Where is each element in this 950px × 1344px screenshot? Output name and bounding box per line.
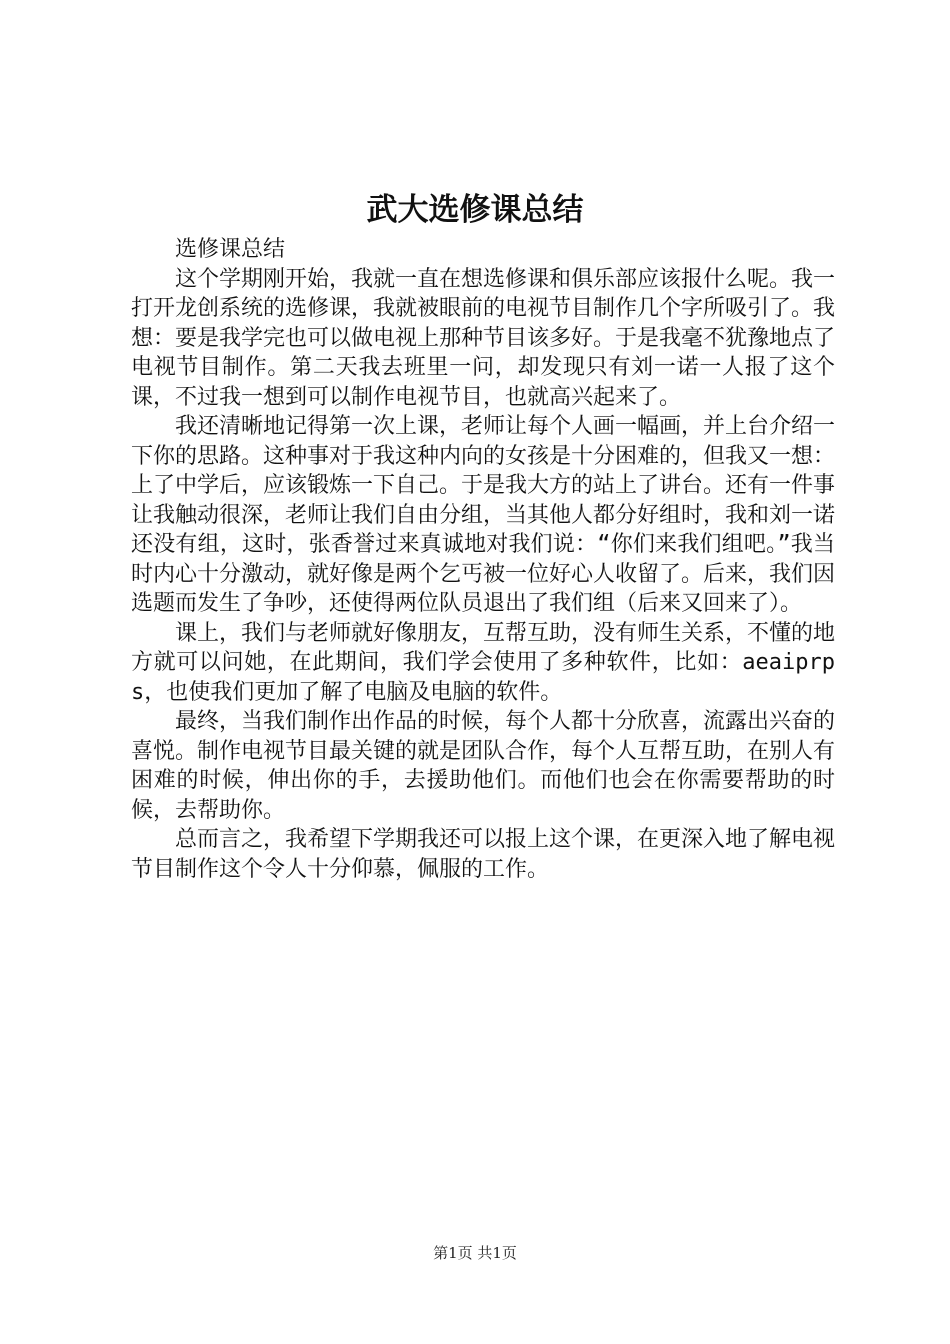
paragraph-4: 最终，当我们制作出作品的时候，每个人都十分欣喜，流露出兴奋的喜悦。制作电视节目最关键的就是团队合作，每个人互帮互助，在别人有困难的时候，伸出你的手，去援助他们。而他们也会在你需要帮助的时候，去帮助你。 (131, 709, 836, 823)
paragraph-5: 总而言之，我希望下学期我还可以报上这个课，在更深入地了解电视节目制作这个令人十分仰慕，佩服的工作。 (131, 827, 836, 882)
paragraph-2: 我还清晰地记得第一次上课，老师让每个人画一幅画，并上台介绍一下你的思路。这种事对于我这种内向的女孩是十分困难的，但我又一想：上了中学后，应该锻炼一下自己。于是我大方的站上了讲台。还有一件事让我触动很深，老师让我们自由分组，当其他人都分好组时，我和刘一诺还没有组，这时，张香誉过来真诚地对我们说：“你们来我们组吧。”我当时内心十分激动，就好像是两个乞丐被一位好心人收留了。后来，我们因选题而发生了争吵，还使得两位队员退出了我们组（后来又回来了）。 (131, 414, 836, 616)
page-footer: 第1页 共1页 (433, 1244, 517, 1262)
paragraph-subtitle: 选修课总结 (175, 237, 286, 262)
paragraph-1: 这个学期刚开始，我就一直在想选修课和俱乐部应该报什么呢。我一打开龙创系统的选修课，我就被眼前的电视节目制作几个字所吸引了。我想：要是我学完也可以做电视上那种节目该多好。于是我毫不犹豫地点了电视节目制作。第二天我去班里一问，却发现只有刘一诺一人报了这个课，不过我一想到可以制作电视节目，也就高兴起来了。 (131, 266, 836, 410)
document-body (131, 235, 835, 884)
paragraph-3: 课上，我们与老师就好像朋友，互帮互助，没有师生关系，不懂的地方就可以问她，在此期间，我们学会使用了多种软件，比如：aeaiprps，也使我们更加了解了电脑及电脑的软件。 (131, 620, 836, 705)
document-title: 武大选修课总结 (366, 192, 584, 228)
